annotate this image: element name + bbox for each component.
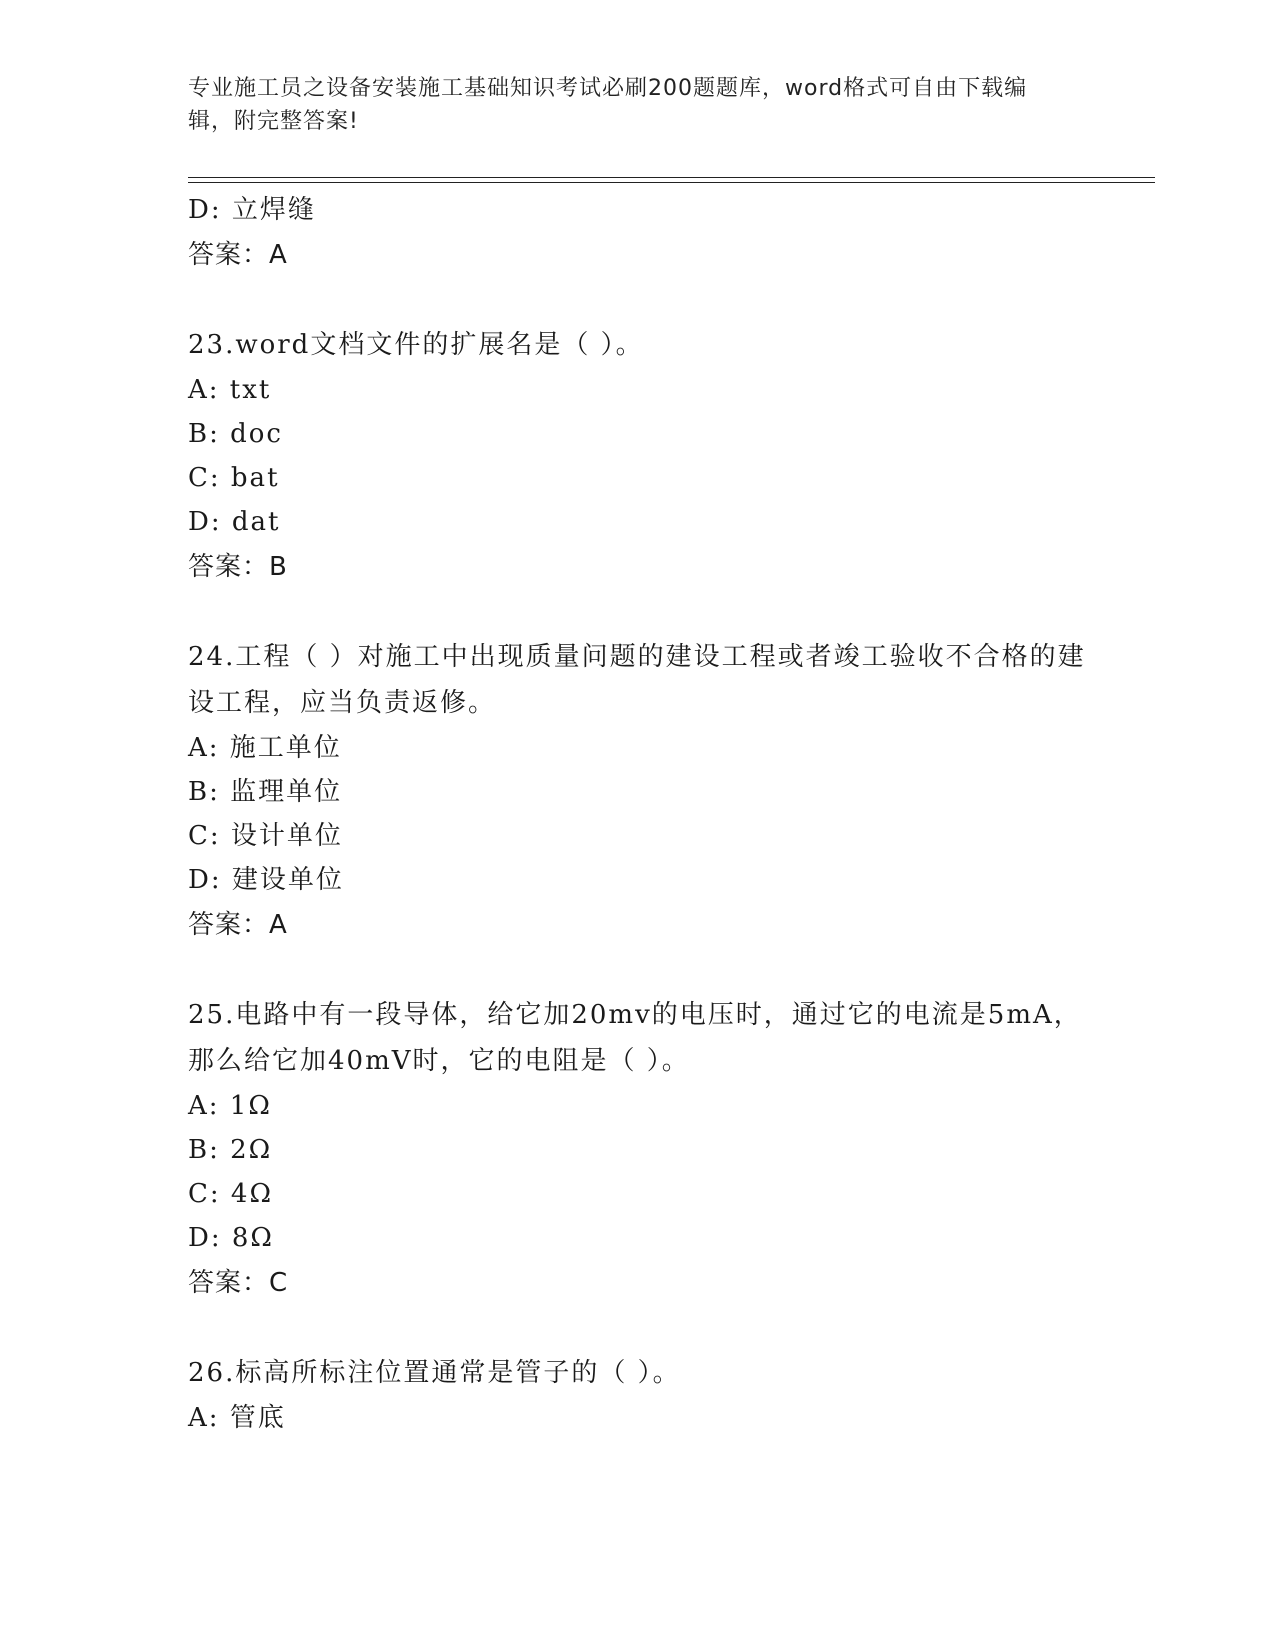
option-d: D: dat	[188, 507, 281, 537]
option-d: D: 立焊缝	[188, 195, 316, 225]
option-b: B: 监理单位	[188, 777, 343, 807]
option-a: A: 管底	[188, 1403, 286, 1433]
question-24	[188, 634, 1088, 948]
question-25	[188, 992, 1088, 1306]
document-content	[188, 188, 1088, 1440]
document-header: 专业施工员之设备安装施工基础知识考试必刷200题题库，word格式可自由下载编辑，附完整答案!	[188, 76, 1028, 134]
option-b: B: doc	[188, 419, 283, 449]
option-c: C: bat	[188, 463, 280, 493]
option-d: D: 8Ω	[188, 1223, 274, 1253]
option-a: A: 1Ω	[188, 1091, 272, 1121]
option-d: D: 建设单位	[188, 865, 344, 895]
option-a: A: txt	[188, 375, 272, 405]
option-b: B: 2Ω	[188, 1135, 273, 1165]
previous-question-tail	[188, 188, 1088, 278]
option-c: C: 设计单位	[188, 821, 343, 851]
question-text: 24.工程（ ）对施工中出现质量问题的建设工程或者竣工验收不合格的建设工程，应当负责返修。	[188, 642, 1086, 718]
question-23	[188, 322, 1088, 590]
answer-line: 答案：A	[188, 240, 288, 270]
question-text: 25.电路中有一段导体，给它加20mv的电压时，通过它的电流是5mA，那么给它加40mV时，它的电阻是（ ）。	[188, 1000, 1082, 1076]
option-c: C: 4Ω	[188, 1179, 274, 1209]
question-text: 23.word文档文件的扩展名是（ ）。	[188, 330, 644, 360]
answer-line: 答案：A	[188, 910, 288, 940]
answer-line: 答案：C	[188, 1268, 289, 1298]
question-text: 26.标高所标注位置通常是管子的（ ）。	[188, 1358, 681, 1388]
header-rule-top	[188, 177, 1155, 178]
answer-line: 答案：B	[188, 552, 288, 582]
option-a: A: 施工单位	[188, 733, 342, 763]
question-26	[188, 1350, 1088, 1440]
header-rule-bottom	[188, 182, 1155, 183]
